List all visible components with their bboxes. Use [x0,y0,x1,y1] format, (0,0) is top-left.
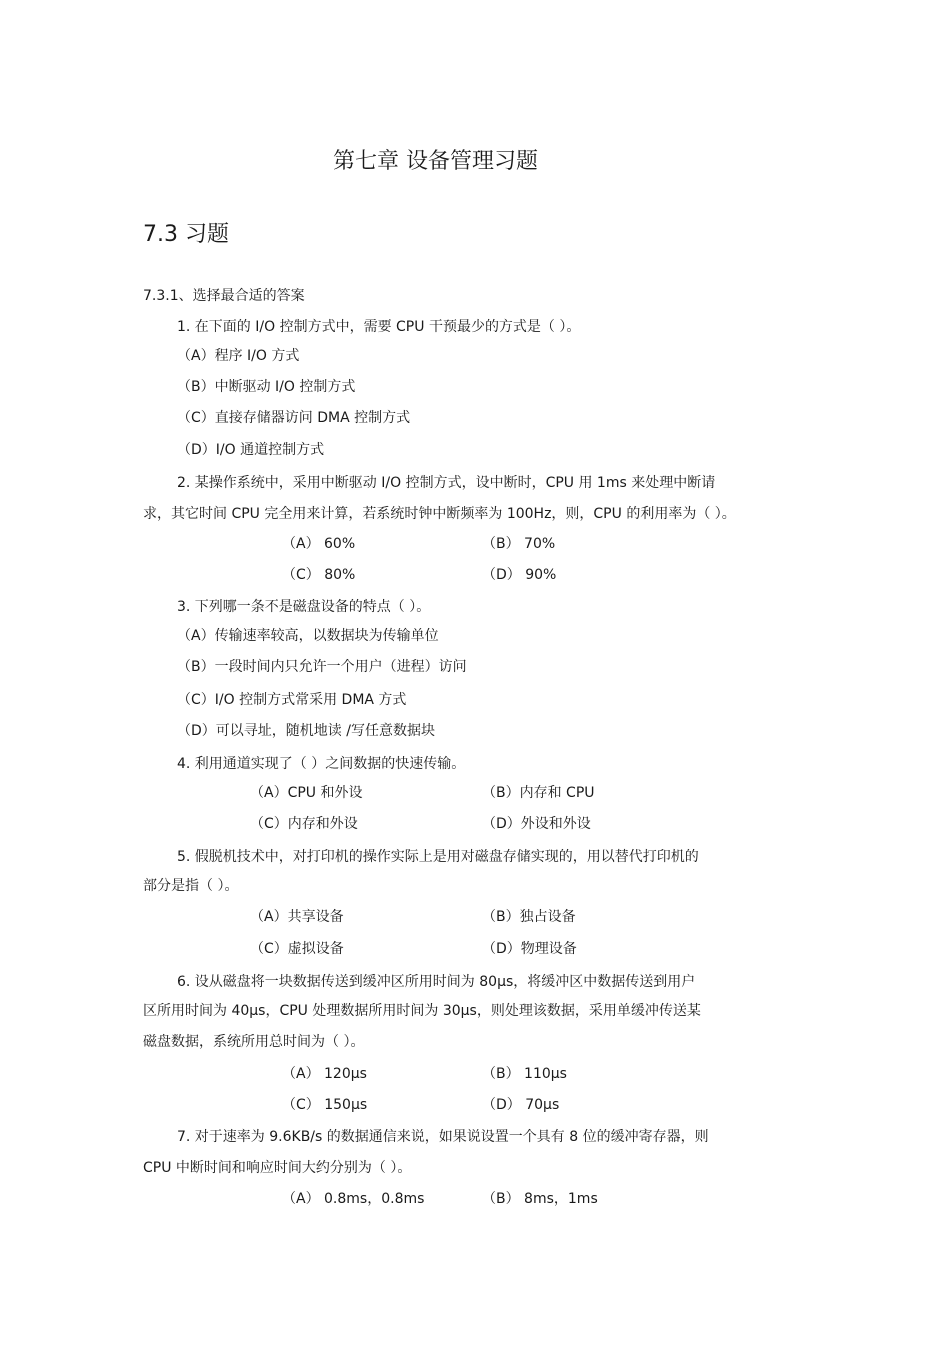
option-7b: （B） 8ms，1ms [482,1191,598,1207]
option-1d: （D）I/O 通道控制方式 [177,442,325,458]
option-3d: （D）可以寻址，随机地读 /写任意数据块 [177,723,435,739]
option-4c: （C）内存和外设 [250,816,358,832]
option-6a: （A） 120μs [282,1066,367,1082]
question-5-line-1: 5. 假脱机技术中，对打印机的操作实际上是用对磁盘存储实现的，用以替代打印机的 [177,849,699,865]
option-5c: （C）虚拟设备 [250,941,344,957]
option-2d: （D） 90% [482,567,557,583]
question-6-line-2: 区所用时间为 40μs，CPU 处理数据所用时间为 30μs，则处理该数据，采用单缓冲传送某 [143,1003,701,1019]
option-6d: （D） 70μs [482,1097,560,1113]
option-2b: （B） 70% [482,536,556,552]
option-5d: （D）物理设备 [482,941,577,957]
option-4d: （D）外设和外设 [482,816,591,832]
section-title: 7.3 习题 [143,222,229,247]
question-4: 4. 利用通道实现了（ ）之间数据的快速传输。 [177,756,466,772]
option-1a: （A）程序 I/O 方式 [177,348,300,364]
option-5b: （B）独占设备 [482,909,576,925]
option-1b: （B）中断驱动 I/O 控制方式 [177,379,356,395]
option-7a: （A） 0.8ms，0.8ms [282,1191,425,1207]
option-4a: （A）CPU 和外设 [250,785,363,801]
question-7-line-1: 7. 对于速率为 9.6KB/s 的数据通信来说，如果说设置一个具有 8 位的缓冲寄存器，则 [177,1129,709,1145]
question-1: 1. 在下面的 I/O 控制方式中，需要 CPU 干预最少的方式是（ ）。 [177,319,581,335]
chapter-title: 第七章 设备管理习题 [333,149,538,174]
question-2-line-2: 求，其它时间 CPU 完全用来计算，若系统时钟中断频率为 100Hz，则，CPU 的利用率为（ ）。 [143,506,736,522]
subsection-heading: 7.3.1、选择最合适的答案 [143,288,305,304]
option-2a: （A） 60% [282,536,356,552]
option-6b: （B） 110μs [482,1066,567,1082]
question-7-line-2: CPU 中断时间和响应时间大约分别为（ ）。 [143,1160,412,1176]
question-6-line-1: 6. 设从磁盘将一块数据传送到缓冲区所用时间为 80μs，将缓冲区中数据传送到用户 [177,974,696,990]
option-1c: （C）直接存储器访问 DMA 控制方式 [177,410,411,426]
question-2-line-1: 2. 某操作系统中，采用中断驱动 I/O 控制方式，设中断时，CPU 用 1ms 来处理中断请 [177,475,716,491]
option-6c: （C） 150μs [282,1097,368,1113]
option-3b: （B）一段时间内只允许一个用户（进程）访问 [177,659,467,675]
option-3a: （A）传输速率较高，以数据块为传输单位 [177,628,439,644]
option-4b: （B）内存和 CPU [482,785,595,801]
option-3c: （C）I/O 控制方式常采用 DMA 方式 [177,692,407,708]
question-3: 3. 下列哪一条不是磁盘设备的特点（ ）。 [177,599,431,615]
option-2c: （C） 80% [282,567,356,583]
question-6-line-3: 磁盘数据，系统所用总时间为（ ）。 [143,1034,365,1050]
option-5a: （A）共享设备 [250,909,344,925]
question-5-line-2: 部分是指（ ）。 [143,878,239,894]
